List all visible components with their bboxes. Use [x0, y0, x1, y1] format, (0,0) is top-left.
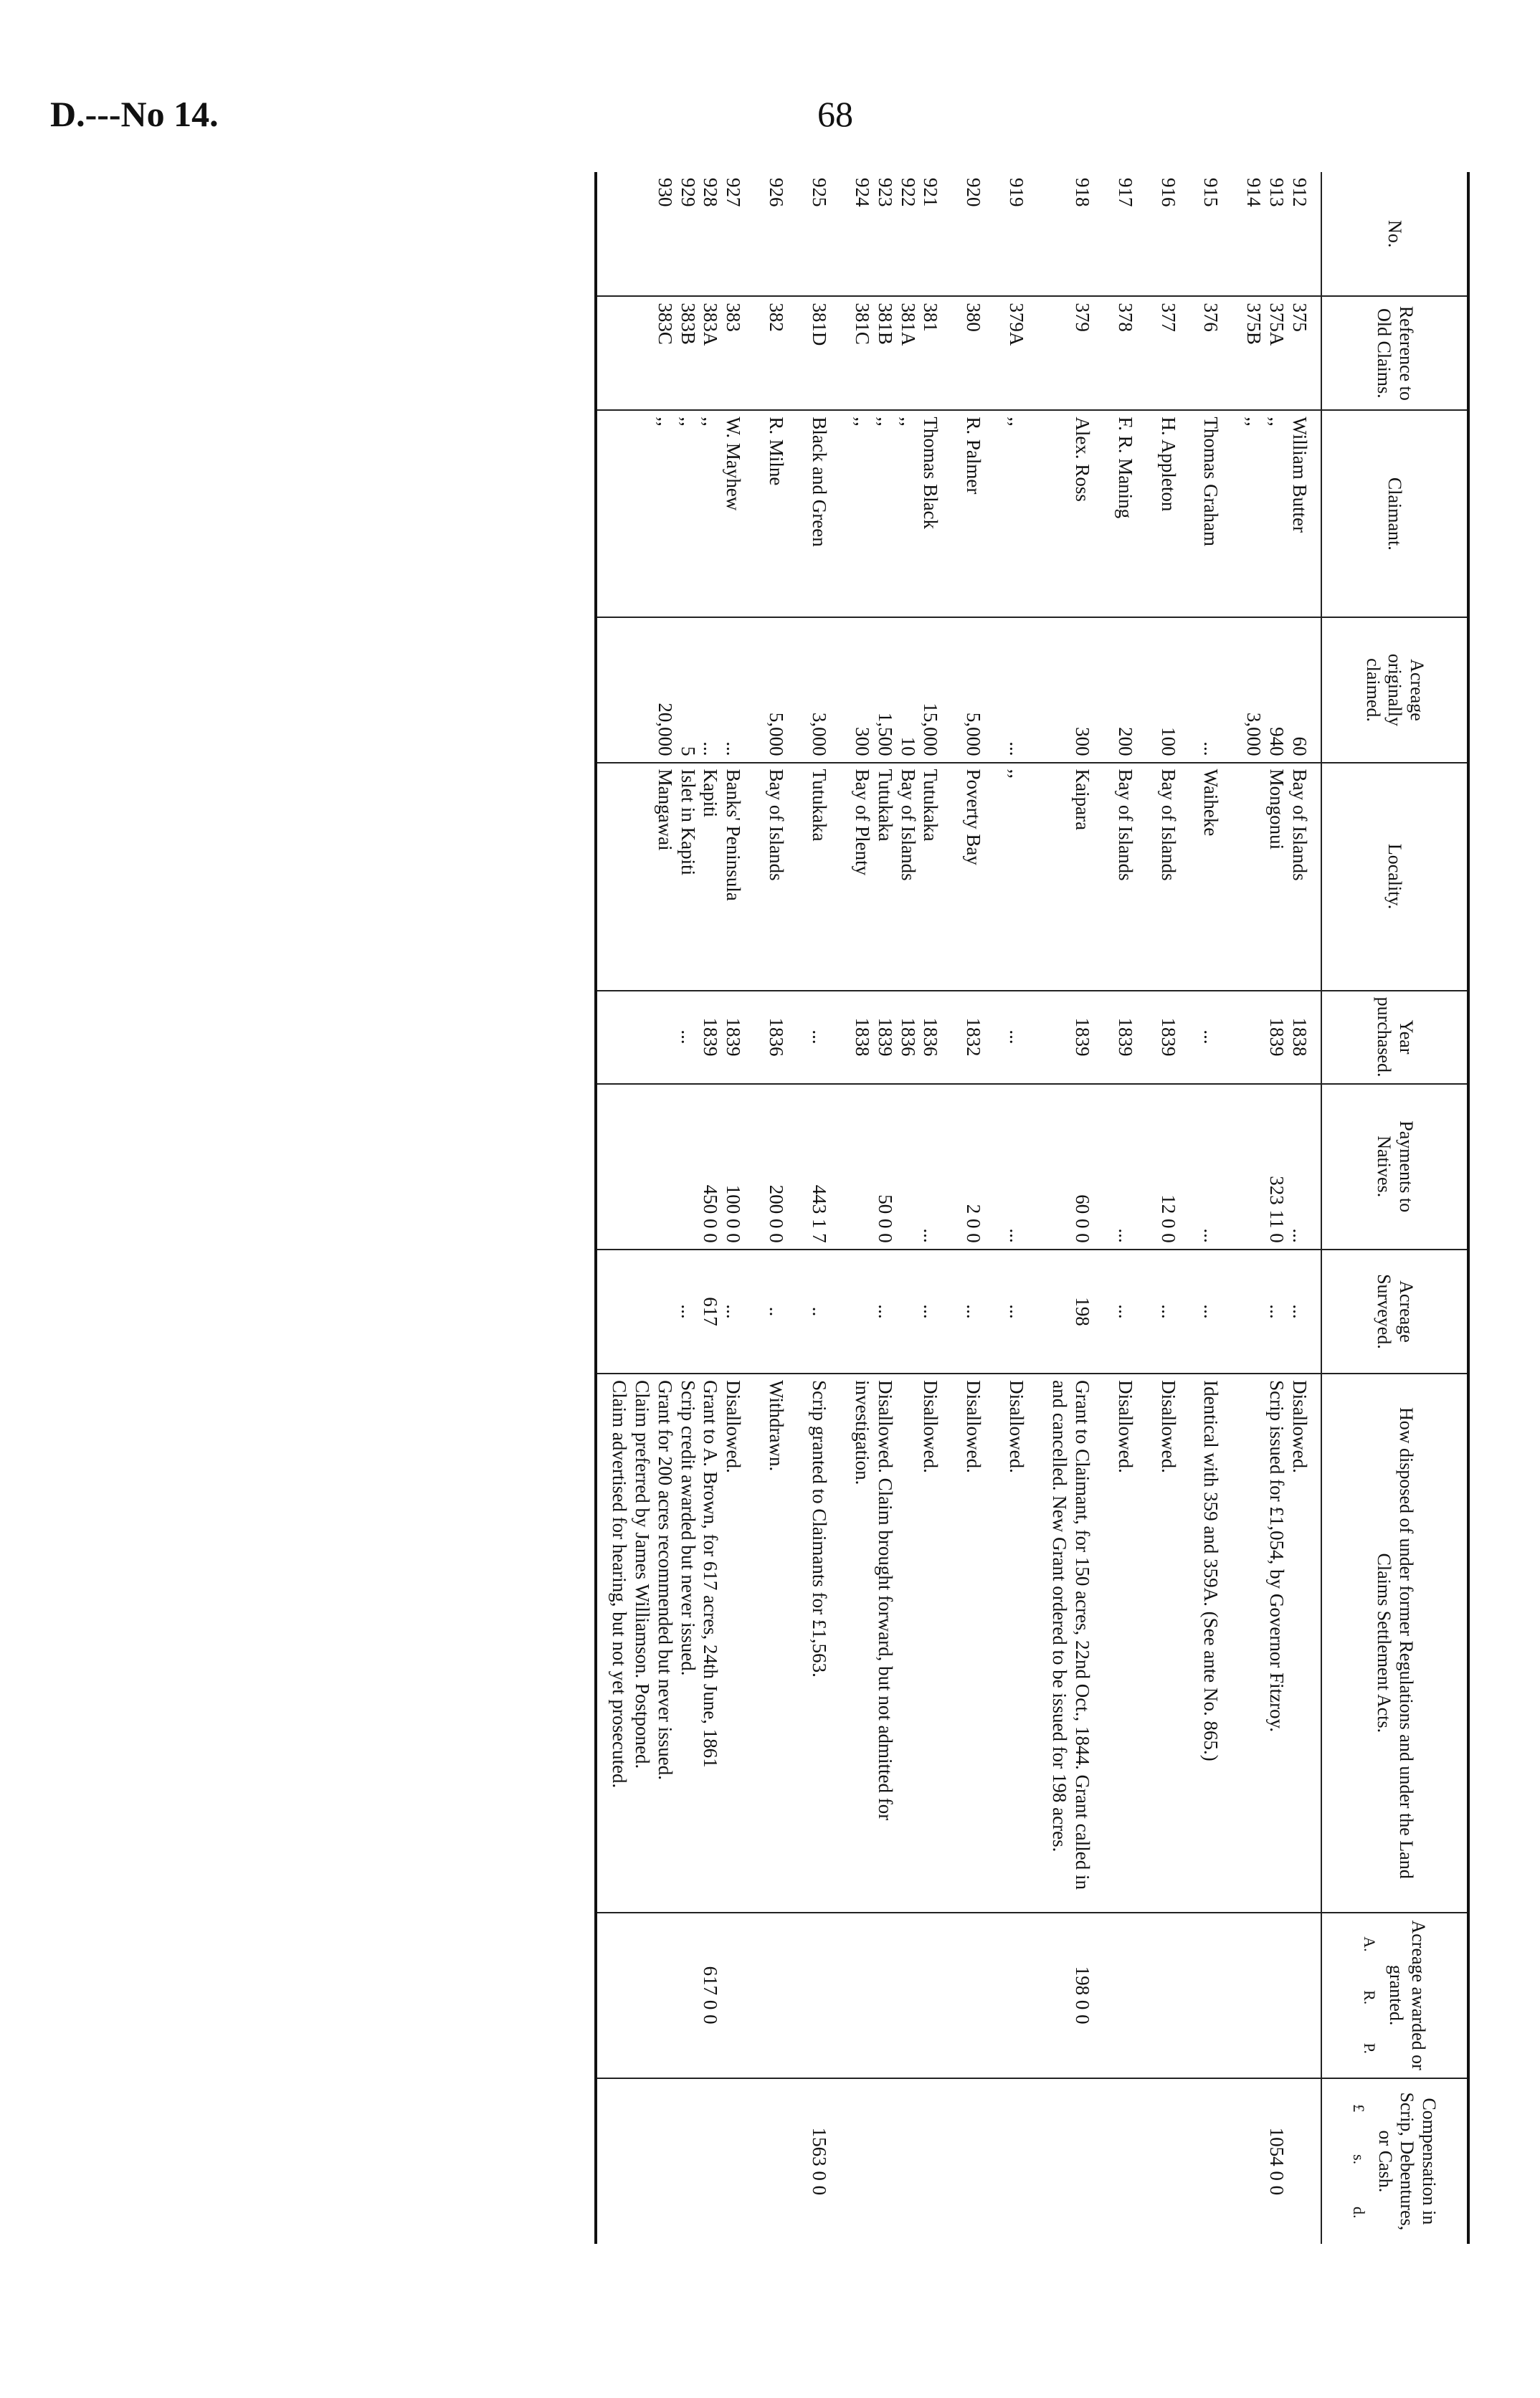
cell-disposal: Disallowed.	[994, 1374, 1037, 1912]
col-payments: Payments to Natives.	[1321, 1084, 1468, 1250]
cell-compensation: 1563 0 0	[797, 2078, 840, 2244]
table-row	[1232, 172, 1321, 2244]
table-body	[596, 172, 1321, 2244]
cell-payments: ...	[994, 1084, 1037, 1250]
cell-payments: ...	[1103, 1084, 1146, 1250]
cell-compensation	[951, 2078, 994, 2244]
cell-awarded	[951, 1913, 994, 2078]
cell-locality: Kaipara	[1037, 763, 1103, 991]
cell-payments: 2 0 0	[951, 1084, 994, 1250]
document-reference: D.---No 14.	[50, 94, 219, 134]
col-compensation-label: Compensation in Scrip, Debentures, or Cash.	[1374, 2092, 1440, 2231]
unit-roods: R.	[1361, 1990, 1379, 2005]
cell-year: ...	[797, 991, 840, 1084]
col-acreage-claimed: Acreage originally claimed.	[1321, 617, 1468, 762]
cell-payments: 12 0 0	[1146, 1084, 1189, 1250]
unit-pence: d.	[1349, 2207, 1368, 2219]
cell-ref: 381D	[797, 296, 840, 410]
table-row	[797, 172, 840, 2244]
cell-no: 916	[1157, 178, 1179, 207]
table-row	[994, 172, 1037, 2244]
cell-payments: 443 1 7	[797, 1084, 840, 1250]
cell-acreage-claimed: 60 940 3,000	[1232, 617, 1321, 762]
cell-disposal: Disallowed.	[951, 1374, 994, 1912]
cell-ref: 382	[754, 296, 797, 410]
cell-payments: ... 50 0 0	[840, 1084, 951, 1250]
cell-surveyed: ... ...	[1232, 1250, 1321, 1374]
cell-acreage-claimed: 5,000	[951, 617, 994, 762]
cell-disposal: Disallowed.	[1146, 1374, 1189, 1912]
cell-awarded	[754, 1913, 797, 2078]
cell-claimant: R. Palmer	[951, 410, 994, 617]
cell-claimant: ,,	[994, 410, 1037, 617]
cell-awarded: 617 0 0	[596, 1913, 754, 2078]
cell-disposal: Disallowed. Grant to A. Brown, for 617 acres, 24th June, 1861 Scrip credit awarded but never issued. Grant for 200 acres recommended but never issued. Claim preferred by James Williamson. Postponed. Claim advertised for hearing, but not yet prosecuted.	[596, 1374, 754, 1912]
cell-claimant: Alex. Ross	[1037, 410, 1103, 617]
cell-no: 920	[963, 178, 985, 207]
cell-acreage-claimed: 100	[1146, 617, 1189, 762]
cell-surveyed: ...	[951, 1250, 994, 1374]
table-row	[1037, 172, 1103, 2244]
cell-claimant: W. Mayhew ,, ,, ,,	[596, 410, 754, 617]
cell-claimant: H. Appleton	[1146, 410, 1189, 617]
cell-surveyed: ...	[994, 1250, 1037, 1374]
cell-acreage-claimed: 300	[1037, 617, 1103, 762]
table-row	[754, 172, 797, 2244]
page-number: 68	[817, 94, 853, 134]
cell-no: 918	[1071, 178, 1093, 207]
cell-no: 927 928 929 930	[654, 178, 745, 207]
cell-claimant: R. Milne	[754, 410, 797, 617]
col-claimant: Claimant.	[1321, 410, 1468, 617]
cell-no: 912 913 914	[1243, 178, 1311, 207]
cell-locality: Tutukaka	[797, 763, 840, 991]
cell-compensation	[1189, 2078, 1232, 2244]
table-row	[1146, 172, 1189, 2244]
col-no: No.	[1321, 172, 1468, 296]
cell-disposal: Grant to Claimant, for 150 acres, 22nd Oct., 1844. Grant called in and cancelled. New Grant ordered to be issued for 198 acres.	[1037, 1374, 1103, 1912]
cell-acreage-claimed: 5,000	[754, 617, 797, 762]
cell-year: 1839	[1037, 991, 1103, 1084]
cell-acreage-claimed: ...	[994, 617, 1037, 762]
cell-no: 926	[766, 178, 788, 207]
cell-acreage-claimed: 200	[1103, 617, 1146, 762]
col-awarded	[1321, 1913, 1468, 2078]
cell-disposal: Disallowed.	[1103, 1374, 1146, 1912]
unit-acres: A.	[1361, 1936, 1379, 1952]
cell-compensation	[1037, 2078, 1103, 2244]
cell-locality: Bay of Islands	[1146, 763, 1189, 991]
cell-payments: 60 0 0	[1037, 1084, 1103, 1250]
cell-year: 1839	[1103, 991, 1146, 1084]
unit-pounds: £	[1349, 2104, 1368, 2113]
cell-payments: 200 0 0	[754, 1084, 797, 1250]
cell-payments: ...	[1189, 1084, 1232, 1250]
table-row	[1103, 172, 1146, 2244]
cell-awarded: 198 0 0	[1037, 1913, 1103, 2078]
cell-claimant: F. R. Maning	[1103, 410, 1146, 617]
cell-claimant: Black and Green	[797, 410, 840, 617]
cell-surveyed: 198	[1037, 1250, 1103, 1374]
cell-year: 1838 1839	[1232, 991, 1321, 1084]
cell-ref: 379	[1037, 296, 1103, 410]
cell-disposal: Identical with 359 and 359A. (See ante No. 865.)	[1189, 1374, 1232, 1912]
col-awarded-label: Acreage awarded or granted.	[1385, 1920, 1429, 2070]
cell-surveyed: ...	[1189, 1250, 1232, 1374]
cell-awarded	[840, 1913, 951, 2078]
col-compensation	[1321, 2078, 1468, 2244]
cell-year: 1839 1839 ...	[596, 991, 754, 1084]
cell-surveyed: ...	[1146, 1250, 1189, 1374]
cell-acreage-claimed: 3,000	[797, 617, 840, 762]
cell-locality: Poverty Bay	[951, 763, 994, 991]
cell-compensation	[596, 2078, 754, 2244]
cell-locality: Bay of Islands	[754, 763, 797, 991]
cell-year: ...	[994, 991, 1037, 1084]
cell-payments: ... 323 11 0	[1232, 1084, 1321, 1250]
col-locality: Locality.	[1321, 763, 1468, 991]
col-year: Year purchased.	[1321, 991, 1468, 1084]
cell-awarded	[1146, 1913, 1189, 2078]
cell-locality: Tutukaka Bay of Islands Tutukaka Bay of Plenty	[840, 763, 951, 991]
cell-no: 919	[1006, 178, 1028, 207]
cell-ref: 377	[1146, 296, 1189, 410]
unit-perches: P.	[1361, 2042, 1379, 2055]
cell-no: 915	[1200, 178, 1222, 207]
cell-surveyed: ...	[1103, 1250, 1146, 1374]
cell-disposal: Withdrawn.	[754, 1374, 797, 1912]
cell-acreage-claimed: 15,000 10 1,500 300	[840, 617, 951, 762]
cell-surveyed: ..	[754, 1250, 797, 1374]
cell-ref: 380	[951, 296, 994, 410]
cell-disposal: Scrip granted to Claimants for £1,563.	[797, 1374, 840, 1912]
cell-surveyed: ..	[797, 1250, 840, 1374]
cell-surveyed: ... 617 ...	[596, 1250, 754, 1374]
cell-locality: Bay of Islands Mongonui	[1232, 763, 1321, 991]
unit-shillings: s.	[1349, 2154, 1368, 2165]
col-surveyed: Acreage Surveyed.	[1321, 1250, 1468, 1374]
cell-awarded	[994, 1913, 1037, 2078]
cell-no: 921 922 923 924	[851, 178, 942, 207]
header-row	[1321, 172, 1468, 2244]
cell-surveyed: ... ...	[840, 1250, 951, 1374]
cell-year: 1839	[1146, 991, 1189, 1084]
cell-locality: Bay of Islands	[1103, 763, 1146, 991]
table-row	[596, 172, 754, 2244]
awarded-units	[1360, 1918, 1379, 2073]
cell-locality: Banks' Peninsula Kapiti Islet in Kapiti Mangawai	[596, 763, 754, 991]
cell-year: 1832	[951, 991, 994, 1084]
table-row	[840, 172, 951, 2244]
cell-no: 917	[1114, 178, 1136, 207]
cell-awarded	[1232, 1913, 1321, 2078]
cell-claimant: Thomas Graham	[1189, 410, 1232, 617]
cell-awarded	[1189, 1913, 1232, 2078]
cell-compensation	[754, 2078, 797, 2244]
col-ref: Reference to Old Claims.	[1321, 296, 1468, 410]
cell-locality: ,,	[994, 763, 1037, 991]
cell-acreage-claimed: ...	[1189, 617, 1232, 762]
compensation-units	[1349, 2083, 1368, 2240]
cell-year: ...	[1189, 991, 1232, 1084]
claims-table-wrapper	[287, 172, 1470, 2244]
cell-acreage-claimed: ... ... 5 20,000	[596, 617, 754, 762]
cell-no: 925	[808, 178, 830, 207]
cell-disposal: Disallowed. Scrip issued for £1,054, by Governor Fitzroy.	[1232, 1374, 1321, 1912]
cell-ref: 381 381A 381B 381C	[840, 296, 951, 410]
cell-compensation	[1103, 2078, 1146, 2244]
col-disposal: How disposed of under former Regulations and under the Land Claims Settlement Acts.	[1321, 1374, 1468, 1912]
table-row	[1189, 172, 1232, 2244]
cell-ref: 383 383A 383B 383C	[596, 296, 754, 410]
cell-year: 1836 1836 1839 1838	[840, 991, 951, 1084]
cell-year: 1836	[754, 991, 797, 1084]
cell-compensation	[994, 2078, 1037, 2244]
cell-compensation	[1146, 2078, 1189, 2244]
cell-claimant: Thomas Black ,, ,, ,,	[840, 410, 951, 617]
cell-compensation: 1054 0 0	[1232, 2078, 1321, 2244]
cell-disposal: Disallowed. Disallowed. Claim brought forward, but not admitted for investigation.	[840, 1374, 951, 1912]
cell-ref: 378	[1103, 296, 1146, 410]
cell-awarded	[1103, 1913, 1146, 2078]
cell-compensation	[840, 2078, 951, 2244]
cell-ref: 379A	[994, 296, 1037, 410]
cell-claimant: William Butter ,, ,,	[1232, 410, 1321, 617]
cell-payments: 100 0 0 450 0 0	[596, 1084, 754, 1250]
table-row	[951, 172, 994, 2244]
claims-table	[594, 172, 1470, 2244]
cell-ref: 376	[1189, 296, 1232, 410]
cell-ref: 375 375A 375B	[1232, 296, 1321, 410]
cell-locality: Waiheke	[1189, 763, 1232, 991]
cell-awarded	[797, 1913, 840, 2078]
